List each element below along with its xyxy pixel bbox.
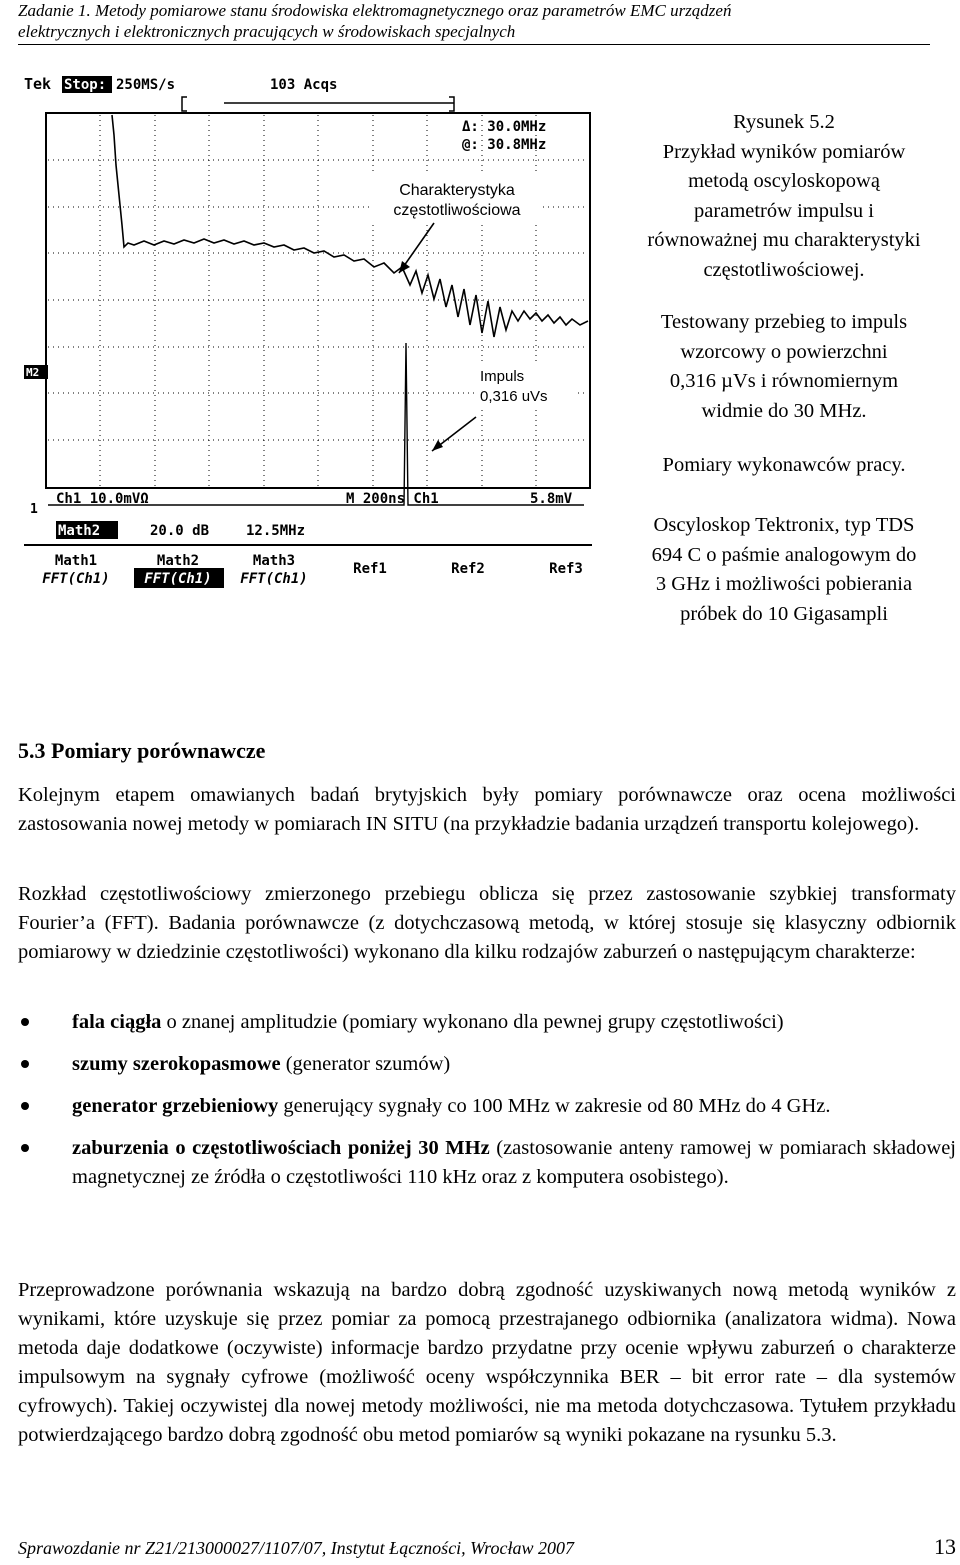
softkey-math3[interactable] [240,553,307,587]
header-line-2: elektrycznych i elektronicznych pracujących w środowiskach specjalnych [18,22,516,41]
math2-scale: 20.0 dB [150,523,210,539]
trigger-level: 5.8mV [530,491,573,507]
softkey-ref1[interactable]: Ref1 [353,561,387,577]
caption-oscilloscope [608,511,960,629]
softkey-math1[interactable] [42,553,109,587]
bullet-dot [21,1060,29,1068]
m2-marker: M2 [26,366,40,379]
bullet-dot [21,1102,29,1110]
list-item-text: o znanej amplitudzie (pomiary wykonano dla pewnej grupy częstotliwości) [161,1011,784,1033]
list-item-text: generujący sygnały co 100 MHz w zakresie od 80 MHz do 4 GHz. [278,1095,831,1117]
scope-brand: Tek [24,75,52,93]
timebase-status: M 200ns Ch1 [346,491,439,507]
caption-line: Testowany przebieg to impuls [660,311,908,333]
list-item-term: fala ciągła [72,1011,162,1033]
softkey-math3-title: Math3 [252,553,296,569]
list-item-text: (zastosowanie anteny ramowej w pomiarach składowej magnetycznej ze źródła o częstotliwości 110 kHz oraz z komputera osobistego). [72,1137,956,1188]
list-item-term: generator grzebieniowy [72,1095,279,1117]
disturbance-list [18,1008,956,1205]
caption-line: częstotliwościowej. [703,258,865,281]
caption-line: metodą oscyloskopową [688,170,880,192]
freq-label-line-1: Charakterystyka [399,182,515,199]
caption-line: Oscyloskop Tektronix, typ TDS [653,514,915,536]
caption-line: Pomiary wykonawców pracy. [662,454,906,476]
caption-line: parametrów impulsu i [694,199,874,222]
caption-line: Rysunek 5.2 [733,111,835,133]
graticule-grid [48,115,588,487]
bullet-dot [21,1018,29,1026]
caption-line: widmie do 30 MHz. [701,399,867,422]
page-footer [18,1534,956,1559]
list-item [18,1092,956,1121]
delta-readout: Δ: 30.0MHz [462,119,547,135]
caption-line: Przykład wyników pomiarów [662,140,906,163]
softkey-menu [42,553,583,588]
softkey-math1-sub: FFT(Ch1) [42,571,110,587]
list-item-text: (generator szumów) [280,1053,451,1075]
math2-badge: Math2 [58,523,101,539]
softkey-ref3[interactable]: Ref3 [549,561,583,577]
caption-line: 3 GHz i możliwości pobierania [655,573,913,595]
softkey-ref2[interactable]: Ref2 [451,561,485,577]
acquisition-count: 103 Acqs [270,77,338,93]
header-line-1: Zadanie 1. Metody pomiarowe stanu środowiska elektromagnetycznego oraz parametrów EMC urządzeń [18,1,732,20]
softkey-math3-sub: FFT(Ch1) [240,571,308,587]
stop-badge: Stop: [64,77,107,93]
caption-line: próbek do 10 Gigasampli [680,602,888,625]
oscilloscope-figure [24,75,592,595]
list-item-term: szumy szerokopasmowe [72,1053,281,1075]
caption-measurements [608,451,960,481]
softkey-math2[interactable] [134,553,224,588]
page-header [18,0,930,45]
list-item [18,1050,956,1079]
freq-label-line-2: częstotliwościowa [393,202,521,219]
figure-caption [608,108,960,285]
sample-rate: 250MS/s [116,77,176,93]
softkey-math2-sub: FFT(Ch1) [144,571,212,587]
list-item [18,1134,956,1192]
impulse-label-line-2: 0,316 uVs [480,388,548,405]
softkey-math2-title: Math2 [156,553,200,569]
ch1-status: Ch1 10.0mVΩ [56,491,149,507]
impulse-arrowhead [432,440,443,451]
impulse-label-line-1: Impuls [480,368,525,385]
page-number: 13 [934,1534,956,1559]
bullet-dot [21,1144,29,1152]
footer-text: Sprawozdanie nr Z21/213000027/1107/07, Instytut Łączności, Wrocław 2007 [18,1538,575,1558]
caption-line: wzorcowy o powierzchni [680,340,888,363]
at-readout: @: 30.8MHz [462,137,547,153]
paragraph-2: Rozkład częstotliwościowy zmierzonego przebiegu oblicza się przez zastosowanie szybkiej transformaty Fourier’a (FFT). Badania porównawcze (z dotychczasową metodą, w której stosuje się klasyczny odbiornik pomiarowy w dziedzinie częstotliwości) wykonano dla kilku rodzajów zaburzeń o następującym charakterze: [18,883,956,963]
math2-span: 12.5MHz [246,523,306,539]
list-item [18,1008,956,1037]
list-item-term: zaburzenia o częstotliwościach poniżej 30 MHz [72,1137,490,1159]
caption-line: 694 C o paśmie analogowym do [651,543,917,566]
paragraph-1: Kolejnym etapem omawianych badań brytyjskich były pomiary porównawcze oraz ocena możliwości zastosowania nowej metody w pomiarach IN SITU (na przykładzie badania urządzeń transportu kolejowego). [18,784,956,835]
record-bracket [182,97,454,111]
section-heading: 5.3 Pomiary porównawcze [18,738,266,763]
softkey-math1-title: Math1 [54,553,98,569]
paragraph-3: Przeprowadzone porównania wskazują na bardzo dobrą zgodność uzyskiwanych nową metodą wyników z wynikami, które uzyskuje się przez pomiar za pomocą przestrajanego odbiornika (analizatora widma). Nowa metoda daje dodatkowe (oczywiste) informacje bardzo przydatne przy ocenie wpływu zaburzeń o charakterze impulsowym na sygnały cyfrowe (możliwość oceny współczynnika BER – bit error rate – dla systemów cyfrowych). Takiej oczywistej dla nowej metody możliwości, nie ma metoda dotychczasowa. Tytułem przykładu potwierdzającego bardzo dobrą zgodność obu metod pomiarów są wyniki pokazane na rysunku 5.3. [18,1279,956,1446]
caption-test-signal [608,308,960,426]
caption-line: równoważnej mu charakterystyki [647,229,921,251]
ch1-marker: 1 [30,502,38,517]
caption-line: 0,316 µVs i równomiernym [669,370,899,392]
